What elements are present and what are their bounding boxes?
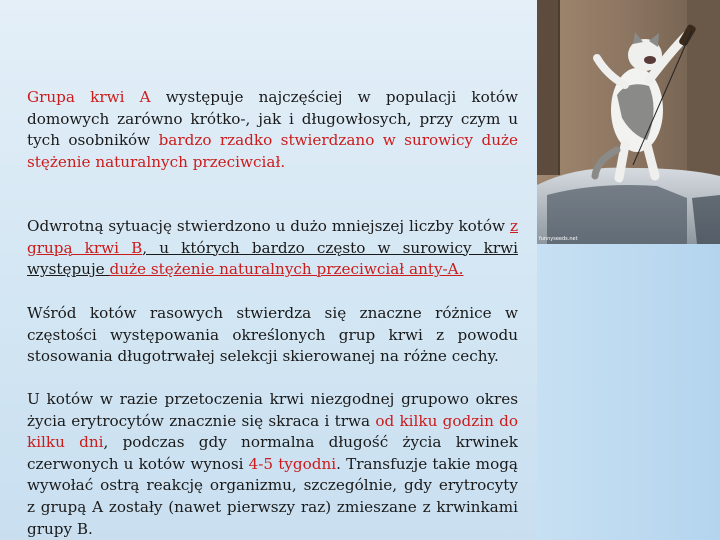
paragraph-blood-type-b xyxy=(27,216,518,281)
paragraph-text: . Transfuzje takie mogą wywołać ostrą reakcję organizmu, szczególnie, gdy erytrocyty z grupą A zostały (nawet pierwszy raz) zmieszane z krwinkami grupy B. xyxy=(27,454,518,538)
paragraph-text: , podczas gdy normalna długość życia krwinek czerwonych u kotów wynosi xyxy=(27,433,519,473)
blood-type-a-highlight: Grupa krwi A xyxy=(27,88,151,106)
weeks-highlight: 4-5 tygodni xyxy=(248,454,337,473)
antibody-highlight: bardzo rzadko stwierdzano w surowicy duże stężenie naturalnych przeciwciał. xyxy=(27,131,518,171)
underlined-text: , u których bardzo często w surowicy krwi występuje xyxy=(27,238,518,279)
photo-credit: funnyseeds.net xyxy=(539,236,578,242)
blood-type-b-highlight: z grupą krwi B xyxy=(27,217,518,257)
cat-on-car-photo xyxy=(537,0,720,244)
paragraph-text: Odwrotną sytuację stwierdzono u dużo mniejszej liczby kotów xyxy=(27,217,510,235)
paragraph-text: występuje najczęściej w populacji kotów domowych zarówno krótko-, jak i długowłosych, przy czym u tych osobników xyxy=(27,88,518,150)
paragraph-text: U kotów w razie przetoczenia krwi niezgodnej grupowo okres życia erytrocytów znacznie się skraca i trwa xyxy=(27,390,518,430)
lifespan-highlight: od kilku godzin do kilku dni xyxy=(27,411,518,452)
paragraph-pedigree-cats: Wśród kotów rasowych stwierdza się znaczne różnice w częstości występowania określonych grup krwi z powodu stosowania długotrwałej selekcji skierowanej na różne cechy. xyxy=(27,304,518,366)
paragraph-blood-type-a xyxy=(27,87,518,173)
paragraph-transfusion xyxy=(27,389,518,540)
anti-a-highlight: duże stężenie naturalnych przeciwciał anty-A. xyxy=(109,260,464,279)
